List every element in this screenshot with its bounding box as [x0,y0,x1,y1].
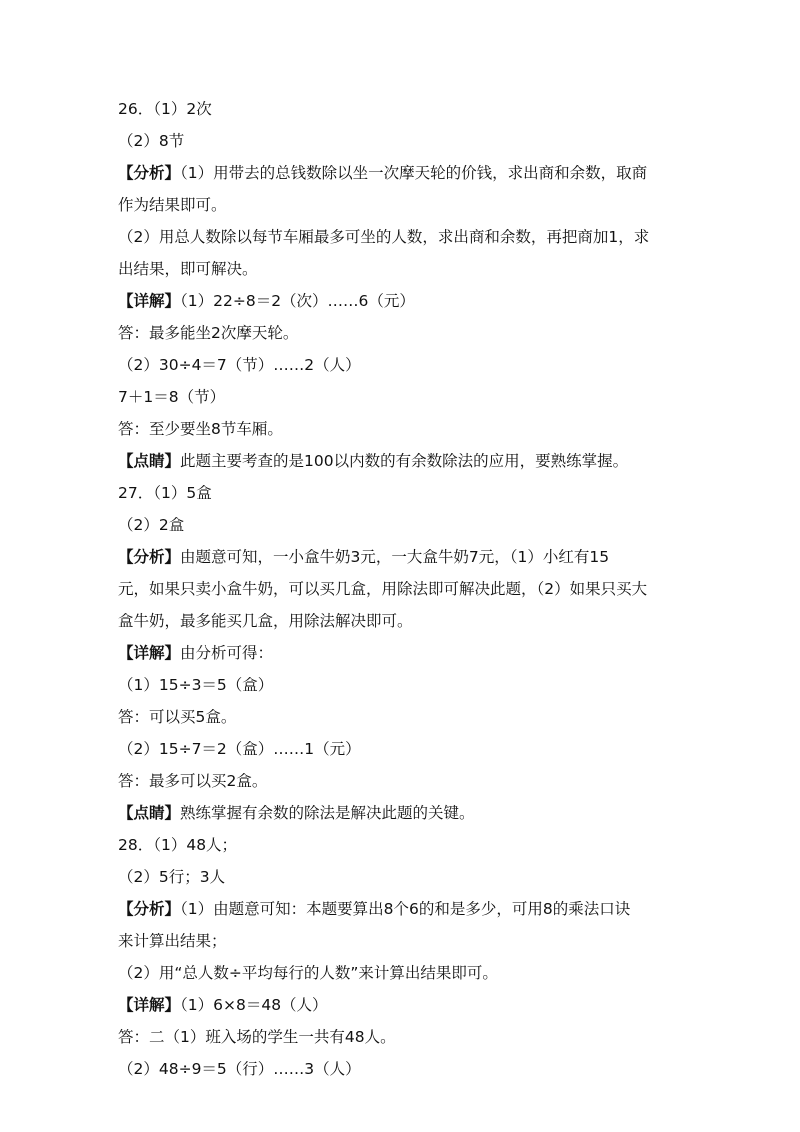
q28-analysis-2: （2）用“总人数÷平均每行的人数”来计算出结果即可。 [118,964,498,982]
q28-analysis: 【分析】（1）由题意可知：本题要算出8个6的和是多少，可用8的乘法口诀 [118,900,631,918]
q26-detail: 【详解】（1）22÷8＝2（次）……6（元） [118,292,415,310]
q27-answer-text-2: 答：最多可以买2盒。 [118,772,268,790]
q28-detail-2: （2）48÷9＝5（行）……3（人） [118,1060,361,1078]
q26-analysis-2-cont: 出结果，即可解决。 [118,260,258,278]
q28-answer-2: （2）5行；3人 [118,868,226,886]
q27-analysis: 【分析】由题意可知，一小盒牛奶3元，一大盒牛奶7元，（1）小红有15 [118,548,610,566]
q26-answer-text-2: 答：至少要坐8节车厢。 [118,420,283,438]
q27-analysis-cont-2: 盒牛奶，最多能买几盒，用除法解决即可。 [118,612,413,630]
q28-detail: 【详解】（1）6×8＝48（人） [118,996,328,1014]
q26-analysis: 【分析】（1）用带去的总钱数除以坐一次摩天轮的价钱，求出商和余数，取商 [118,164,648,182]
q27-detail-2: （2）15÷7＝2（盒）……1（元） [118,740,361,758]
q27-detail-1: （1）15÷3＝5（盒） [118,676,274,694]
q27-comment: 【点睛】熟练掌握有余数的除法是解决此题的关键。 [118,804,475,822]
q27-answer-1: 27．（1）5盒 [118,484,212,502]
q26-detail-3: 7＋1＝8（节） [118,388,226,406]
q26-detail-2: （2）30÷4＝7（节）……2（人） [118,356,361,374]
q26-answer-2: （2）8节 [118,132,185,150]
q26-answer-text-1: 答：最多能坐2次摩天轮。 [118,324,299,342]
q27-detail: 【详解】由分析可得： [118,644,274,662]
q26-analysis-2: （2）用总人数除以每节车厢最多可坐的人数，求出商和余数，再把商加1，求 [118,228,650,246]
q27-answer-text-1: 答：可以买5盒。 [118,708,237,726]
q26-comment: 【点睛】此题主要考查的是100以内数的有余数除法的应用，要熟练掌握。 [118,452,629,470]
q28-analysis-cont: 来计算出结果； [118,932,227,950]
q27-analysis-cont-1: 元，如果只卖小盒牛奶，可以买几盒，用除法即可解决此题，（2）如果只买大 [118,580,648,598]
q27-answer-2: （2）2盒 [118,516,185,534]
q28-answer-text-1: 答：二（1）班入场的学生一共有48人。 [118,1028,396,1046]
q26-answer-1: 26．（1）2次 [118,100,212,118]
q28-answer-1: 28．（1）48人； [118,836,238,854]
q26-analysis-cont: 作为结果即可。 [118,196,227,214]
